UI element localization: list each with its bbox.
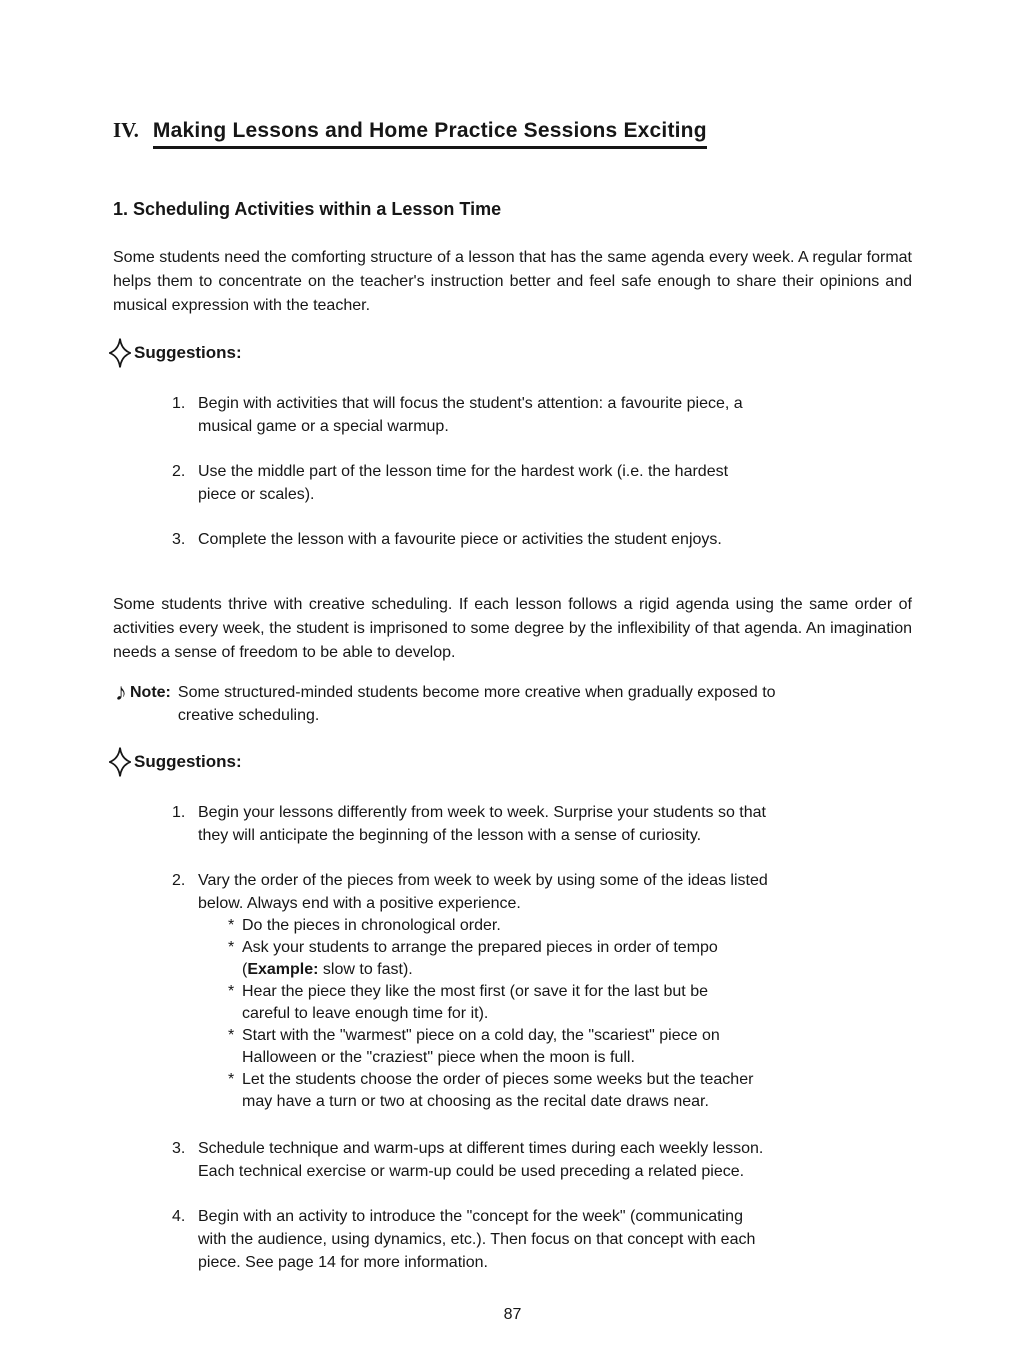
sub-item-text: Do the pieces in chronological order. (242, 917, 501, 934)
item-text: Begin your lessons differently from week to week. Surprise your students so that (198, 804, 766, 821)
example-bold-label: Example: (247, 961, 319, 978)
item-text: Use the middle part of the lesson time for the hardest work (i.e. the hardest (198, 463, 729, 480)
item-number: 1. (172, 804, 186, 821)
sub-item-text-part: ( (242, 961, 248, 978)
sub-item-text: careful to leave enough time for it). (242, 1005, 489, 1022)
four-pointed-star-icon (109, 338, 131, 368)
title-roman-numeral: IV. (113, 118, 139, 142)
item-text: below. Always end with a positive experience. (198, 895, 521, 912)
asterisk-marker: * (228, 917, 235, 934)
item-text: piece or scales). (198, 486, 315, 503)
intro-paragraph: Some students need the comforting structure of a lesson that has the same agenda every week. A regular format helps them to concentrate on the teacher's instruction better and feel safe enough to share their opinions and musical expression with the teacher. (113, 249, 912, 314)
four-pointed-star-icon (109, 747, 131, 777)
item-text: with the audience, using dynamics, etc.). Then focus on that concept with each (198, 1231, 756, 1248)
sub-item-text: Start with the "warmest" piece on a cold day, the "scariest" piece on (242, 1027, 720, 1044)
item-text: they will anticipate the beginning of the lesson with a sense of curiosity. (198, 827, 702, 844)
page-number: 87 (503, 1306, 522, 1323)
item-number: 4. (172, 1208, 186, 1225)
eighth-note-icon: ♪ (115, 679, 127, 706)
item-text: Begin with activities that will focus the student's attention: a favourite piece, a (198, 395, 743, 412)
suggestions-list-1 (113, 392, 912, 551)
suggestions-label-2: Suggestions: (134, 752, 242, 771)
list-item (172, 801, 912, 847)
suggestions-label-1: Suggestions: (134, 343, 242, 362)
suggestions-list-2 (113, 801, 912, 915)
item-text: Vary the order of the pieces from week to week by using some of the ideas listed (198, 872, 768, 889)
list-item (172, 869, 912, 915)
section-heading: 1. Scheduling Activities within a Lesson Time (113, 199, 502, 219)
sub-item-text (242, 959, 718, 981)
item-text: Schedule technique and warm-ups at different times during each weekly lesson. (198, 1140, 764, 1157)
item-text: Each technical exercise or warm-up could be used preceding a related piece. (198, 1163, 745, 1180)
asterisk-marker: * (228, 939, 235, 956)
list-item (172, 1137, 912, 1183)
list-item (172, 392, 912, 438)
sub-item-text: Halloween or the "craziest" piece when the moon is full. (242, 1049, 635, 1066)
note-text: Some structured-minded students become more creative when gradually exposed to (177, 684, 776, 701)
asterisk-marker: * (228, 1027, 235, 1044)
sub-list-item (228, 915, 912, 937)
list-item (172, 1205, 912, 1274)
list-item (172, 528, 912, 551)
sub-item-text-part: slow to fast). (318, 961, 413, 978)
creative-scheduling-paragraph: Some students thrive with creative scheduling. If each lesson follows a rigid agenda using the same order of activities every week, the student is imprisoned to some degree by the inflexibility of that agenda. An imagination needs a sense of freedom to be able to develop. (113, 596, 912, 661)
document-title (113, 118, 912, 149)
idea-sub-list (113, 915, 912, 1113)
note-label: Note: (130, 684, 171, 701)
list-item (172, 460, 912, 506)
asterisk-marker: * (228, 1071, 235, 1088)
sub-item-text: may have a turn or two at choosing as the recital date draws near. (242, 1093, 709, 1110)
item-number: 3. (172, 1140, 186, 1157)
item-text: Complete the lesson with a favourite piece or activities the student enjoys. (198, 531, 722, 548)
sub-item-text: Ask your students to arrange the prepared pieces in order of tempo (242, 939, 718, 956)
suggestions-header-1 (113, 338, 912, 368)
suggestions-header-2 (113, 747, 912, 777)
item-text: piece. See page 14 for more information. (198, 1254, 488, 1271)
sub-list-item (228, 981, 912, 1025)
asterisk-marker: * (228, 983, 235, 1000)
suggestions-list-2-continued (113, 1137, 912, 1274)
page-title: Making Lessons and Home Practice Sessions Exciting (153, 119, 707, 149)
item-number: 2. (172, 463, 186, 480)
item-text: musical game or a special warmup. (198, 418, 449, 435)
sub-list-item (228, 1025, 912, 1069)
sub-item-text: Let the students choose the order of pieces some weeks but the teacher (242, 1071, 754, 1088)
sub-list-item (228, 1069, 912, 1113)
item-number: 3. (172, 531, 186, 548)
note (113, 681, 912, 727)
note-text: creative scheduling. (177, 707, 320, 724)
sub-item-text: Hear the piece they like the most first (or save it for the last but be (242, 983, 708, 1000)
item-text: Begin with an activity to introduce the "concept for the week" (communicating (198, 1208, 743, 1225)
item-number: 2. (172, 872, 186, 889)
sub-list-item (228, 937, 912, 981)
item-number: 1. (172, 395, 186, 412)
